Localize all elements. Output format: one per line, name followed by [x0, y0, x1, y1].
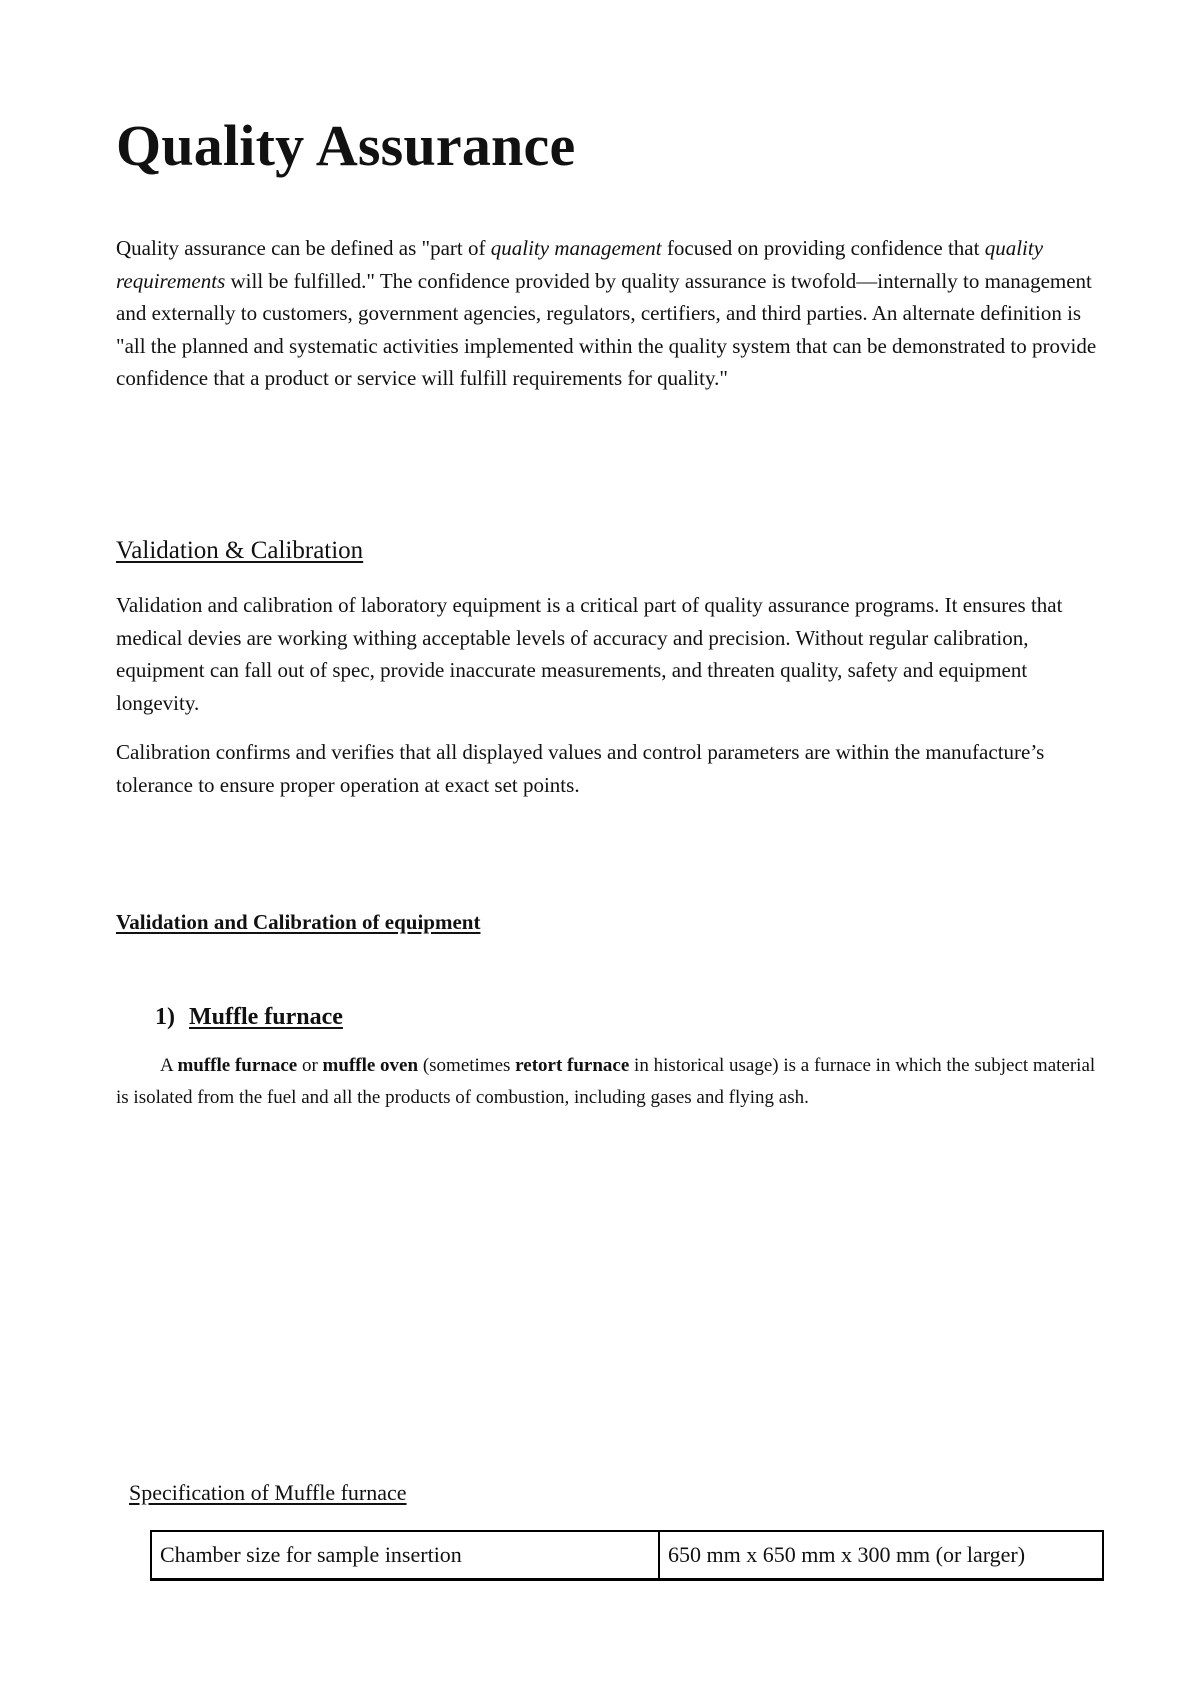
page-title: Quality Assurance — [116, 113, 576, 178]
muffle-bold-retort-furnace: retort furnace — [515, 1055, 630, 1076]
intro-text-3: will be fulfilled." The confidence provided by quality assurance is twofold—internally to management and externally to customers, government agencies, regulators, certifiers, and third parties. An alternate definition is "all the planned and systematic activities implemented within the quality system that can be demonstrated to provide confidence that a product or service will fulfill requirements for quality." — [116, 268, 1097, 390]
muffle-bold-muffle-oven: muffle oven — [322, 1055, 419, 1076]
muffle-furnace-paragraph — [116, 1050, 1106, 1113]
validation-paragraph-2: Calibration confirms and verifies that all displayed values and control parameters are within the manufacture’s tolerance to ensure proper operation at exact set points. — [116, 740, 1045, 797]
muffle-text-1: A — [160, 1055, 178, 1076]
muffle-furnace-heading — [155, 1004, 343, 1031]
validation-paragraph-1: Validation and calibration of laboratory equipment is a critical part of quality assurance programs. It ensures that medical devies are working withing acceptable levels of accuracy and precision. Without regular calibration, equipment can fall out of spec, provide inaccurate measurements, and threaten quality, safety and equipment longevity. — [116, 593, 1063, 715]
validation-calibration-heading: Validation & Calibration — [116, 537, 364, 564]
equipment-heading: Validation and Calibration of equipment — [116, 910, 481, 934]
muffle-text-3: (sometimes — [418, 1055, 516, 1076]
spec-table — [150, 1530, 1104, 1581]
intro-emphasis-quality-management: quality management — [490, 236, 662, 260]
section-title: Muffle furnace — [189, 1004, 343, 1030]
muffle-bold-muffle-furnace: muffle furnace — [177, 1055, 298, 1076]
spec-heading: Specification of Muffle furnace — [129, 1480, 407, 1505]
intro-paragraph — [116, 232, 1106, 395]
muffle-text-2: or — [297, 1055, 323, 1076]
section-number: 1) — [155, 1004, 175, 1030]
intro-text-2: focused on providing confidence that — [661, 236, 985, 260]
intro-text-1: Quality assurance can be defined as "part of — [116, 236, 491, 260]
table-row — [151, 1531, 1103, 1580]
muffle-text-4: in historical usage) is a furnace in which the subject material is isolated from the fuel and all the products of combustion, including gases and flying ash. — [116, 1055, 1096, 1108]
spec-value-cell: 650 mm x 650 mm x 300 mm (or larger) — [659, 1531, 1103, 1580]
intro-emphasis-quality-requirements: quality requirements — [116, 236, 1044, 293]
spec-param-cell: Chamber size for sample insertion — [151, 1531, 659, 1580]
